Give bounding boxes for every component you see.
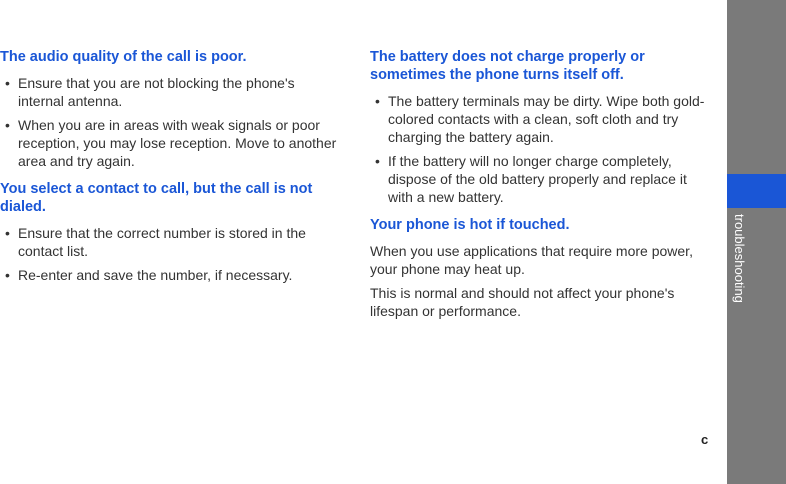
right-column: [370, 48, 715, 330]
bullet-list: [0, 224, 340, 284]
section-heading: Your phone is hot if touched.: [370, 217, 570, 233]
section-audio-quality: [0, 48, 340, 170]
left-column: [0, 48, 340, 294]
chapter-tab-marker: [727, 174, 786, 208]
section-heading: The audio quality of the call is poor.: [0, 49, 247, 65]
section-heading: The battery does not charge properly or sometimes the phone turns itself off.: [370, 49, 645, 83]
list-item: • Re-enter and save the number, if necessary.: [0, 266, 340, 284]
bullet-list: [370, 92, 715, 206]
paragraph: When you use applications that require more power, your phone may heat up.: [370, 243, 693, 277]
section-heading: You select a contact to call, but the call is not dialed.: [0, 181, 313, 215]
chapter-label: troubleshooting: [732, 214, 747, 303]
section-contact-call: [0, 180, 340, 284]
list-item: • Ensure that the correct number is stored in the contact list.: [0, 224, 340, 260]
list-item: • If the battery will no longer charge completely, dispose of the old battery properly and replace it with a new battery.: [370, 152, 715, 206]
section-battery: [370, 48, 715, 206]
list-item: • The battery terminals may be dirty. Wipe both gold-colored contacts with a clean, soft cloth and try charging the battery again.: [370, 92, 715, 146]
section-phone-hot: [370, 216, 715, 320]
list-item: • Ensure that you are not blocking the phone's internal antenna.: [0, 74, 340, 110]
bullet-list: [0, 74, 340, 170]
page-letter: c: [701, 432, 709, 447]
list-item: • When you are in areas with weak signals or poor reception, you may lose reception. Move to another area and try again.: [0, 116, 340, 170]
paragraph: This is normal and should not affect your phone's lifespan or performance.: [370, 285, 675, 319]
